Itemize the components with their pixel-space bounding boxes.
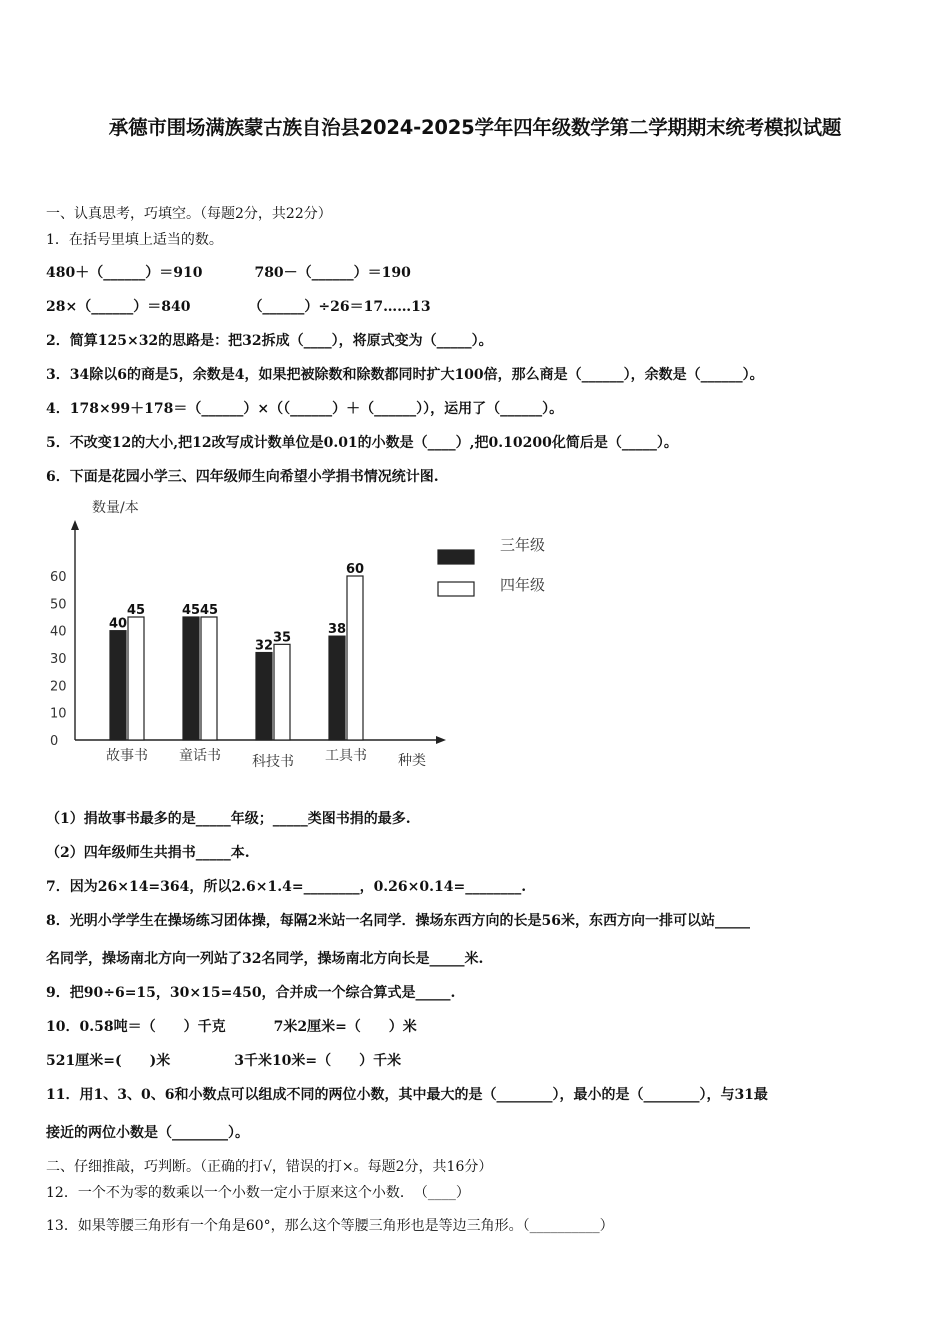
category-label: 工具书 (325, 748, 367, 764)
question-5: 5．不改变12的大小,把12改写成计数单位是0.01的小数是（____）,把0.10200化简后是（_____）。 (46, 435, 678, 451)
question-1-row-1 (46, 262, 411, 282)
question-8-line-1: 8．光明小学学生在操场练习团体操，每隔2米站一名同学．操场东西方向的长是56米，东西方向一排可以站_____ (46, 913, 750, 929)
y-tick-label: 10 (50, 706, 67, 722)
question-12: 12．一个不为零的数乘以一个小数一定小于原来这个小数． （____） (46, 1185, 470, 1201)
question-6-part-1: （1）捐故事书最多的是_____年级；_____类图书捐的最多. (46, 811, 411, 827)
question-10c: 521厘米=( )米 (46, 1053, 171, 1069)
chart-ylabel: 数量/本 (92, 500, 139, 516)
question-1-stem: 1．在括号里填上适当的数。 (46, 232, 223, 248)
question-13: 13．如果等腰三角形有一个角是60°，那么这个等腰三角形也是等边三角形。（__________） (46, 1218, 614, 1234)
bar-value-label: 45 (126, 603, 146, 618)
question-10-row-2 (46, 1050, 401, 1070)
y-tick-label: 40 (50, 624, 67, 640)
question-1c: 28×（______）＝840 (46, 299, 191, 315)
bar-grade4-0 (128, 617, 144, 740)
chart-xlabel: 种类 (398, 753, 426, 769)
bar-grade3-1 (183, 617, 199, 740)
question-7: 7．因为26×14=364，所以2.6×1.4=________，0.26×0.14=________. (46, 879, 527, 895)
question-4: 4．178×99＋178＝（______）×（（______）＋（______）），运用了（______）。 (46, 401, 564, 417)
bar-value-label: 32 (254, 638, 274, 654)
bar-grade3-0 (110, 631, 126, 740)
y-tick-label: 0 (50, 734, 59, 749)
bar-value-label: 40 (108, 616, 128, 632)
question-10-row-1 (46, 1016, 417, 1036)
question-11-line-2: 接近的两位小数是（________）。 (46, 1125, 249, 1141)
question-1b: 780－（______）＝190 (254, 265, 411, 281)
bar-value-label: 45 (199, 603, 219, 618)
bar-value-label: 45 (181, 603, 201, 618)
question-11-line-1: 11．用1、3、0、6和小数点可以组成不同的两位小数，其中最大的是（________），最小的是（________），与31最 (46, 1087, 768, 1103)
question-2: 2．简算125×32的思路是：把32拆成（____），将原式变为（_____）。 (46, 333, 493, 349)
y-tick-label: 50 (50, 597, 67, 613)
question-10d: 3千米10米=（ ）千米 (234, 1053, 402, 1069)
page-title: 承德市围场满族蒙古族自治县2024-2025学年四年级数学第二学期期末统考模拟试题 (108, 116, 842, 139)
question-10b: 7米2厘米=（ ）米 (273, 1019, 417, 1035)
question-6-stem: 6．下面是花园小学三、四年级师生向希望小学捐书情况统计图. (46, 469, 439, 485)
bar-grade4-3 (347, 576, 363, 740)
bar-value-label: 60 (345, 562, 365, 577)
y-tick-label: 20 (50, 679, 67, 695)
question-1-row-2 (46, 296, 431, 316)
legend-swatch-grade4 (438, 582, 474, 596)
legend-label-grade3: 三年级 (500, 536, 546, 554)
question-10a: 10．0.58吨＝（ ）千克 (46, 1019, 226, 1035)
legend-label-grade4: 四年级 (500, 576, 546, 594)
y-tick-label: 30 (50, 652, 67, 667)
question-3: 3．34除以6的商是5，余数是4，如果把被除数和除数都同时扩大100倍，那么商是（______），余数是（______）。 (46, 367, 764, 383)
category-label: 童话书 (179, 748, 221, 764)
bar-grade3-3 (329, 636, 345, 740)
legend-swatch-grade3 (438, 550, 474, 564)
bar-grade3-2 (256, 653, 272, 740)
bar-chart (40, 492, 580, 782)
y-tick-label: 60 (50, 570, 67, 585)
section-1-heading: 一、认真思考，巧填空。（每题2分，共22分） (46, 206, 332, 222)
bar-value-label: 35 (272, 630, 292, 646)
question-6-part-2: （2）四年级师生共捐书_____本. (46, 845, 250, 861)
chart-x-axis-arrow (436, 736, 446, 744)
category-label: 科技书 (252, 754, 294, 770)
bar-grade4-2 (274, 644, 290, 740)
bar-grade4-1 (201, 617, 217, 740)
bar-value-label: 38 (327, 622, 347, 638)
chart-y-axis-arrow (71, 520, 79, 530)
question-1a: 480＋（______）＝910 (46, 265, 203, 281)
question-8-line-2: 名同学，操场南北方向一列站了32名同学，操场南北方向长是_____米. (46, 951, 484, 967)
section-2-heading: 二、仔细推敲，巧判断。（正确的打√，错误的打×。每题2分，共16分） (46, 1159, 493, 1175)
category-label: 故事书 (106, 748, 148, 764)
question-9: 9．把90÷6=15，30×15=450，合并成一个综合算式是_____. (46, 985, 456, 1001)
question-1d: （______）÷26＝17……13 (248, 299, 431, 315)
